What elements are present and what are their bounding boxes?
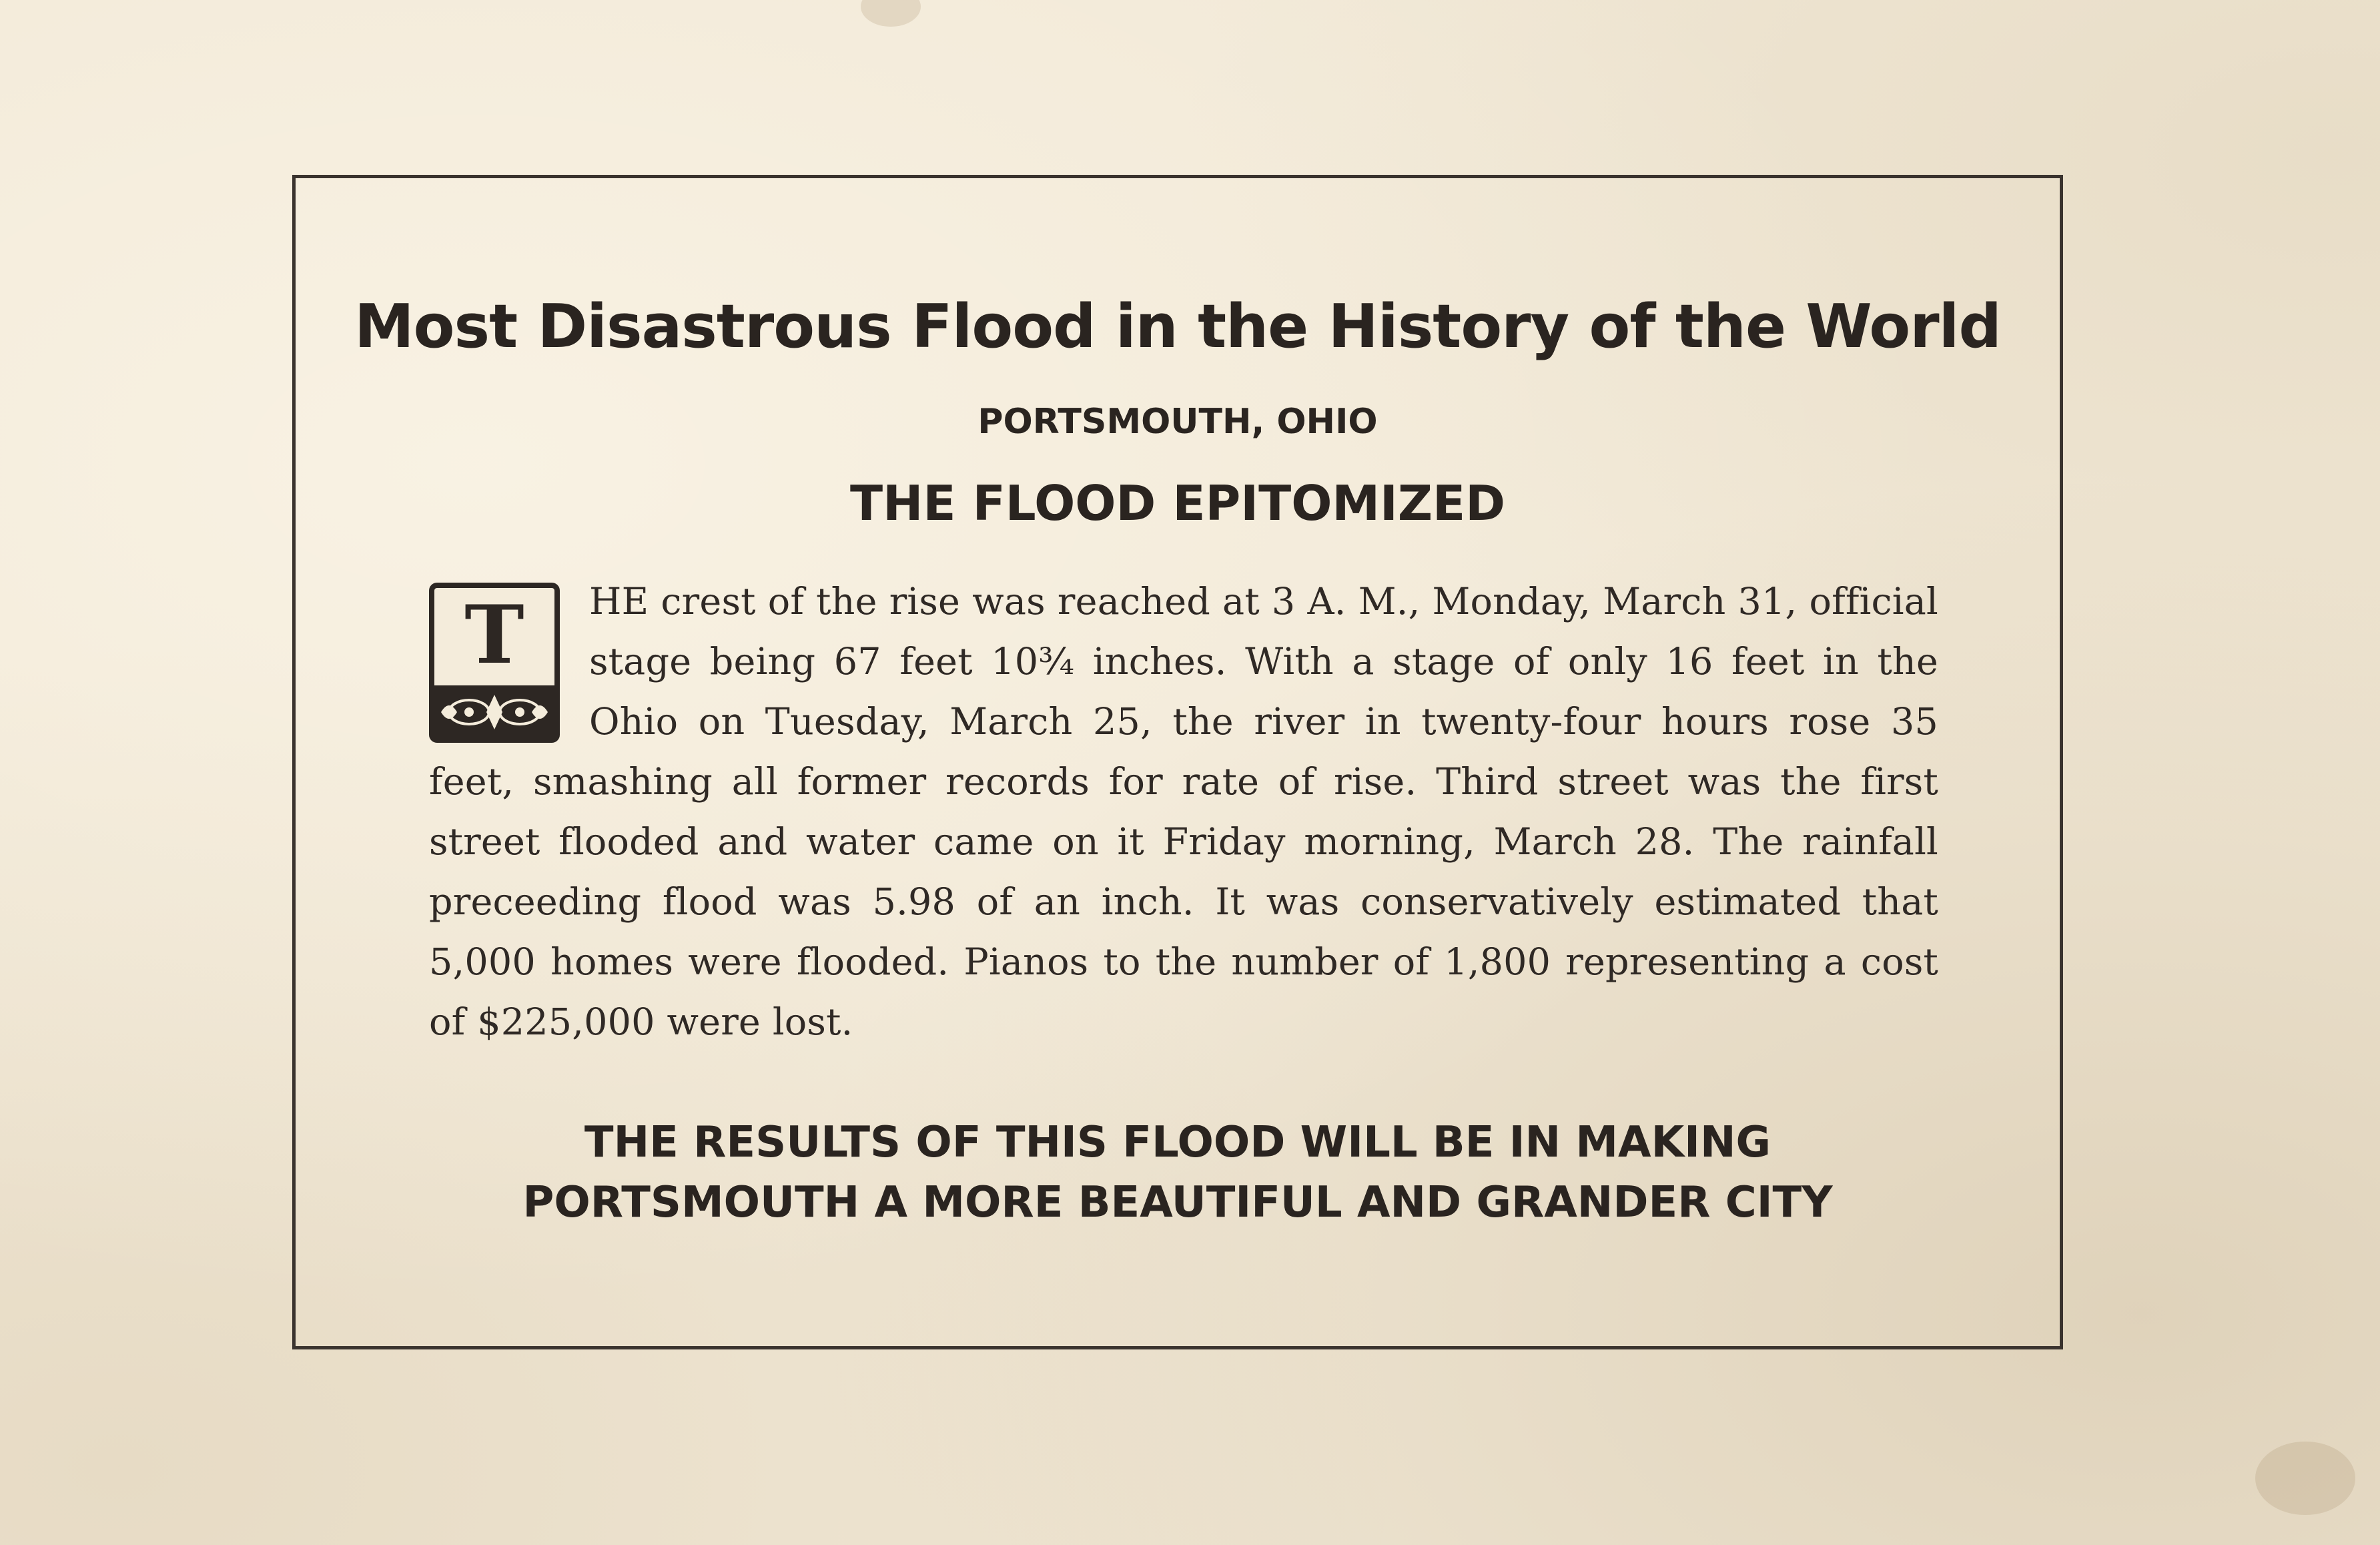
floral-ornament-icon	[434, 685, 554, 737]
closing-statement	[296, 1113, 2060, 1233]
headline: Most Disastrous Flood in the History of the World	[354, 292, 2001, 362]
location-line: PORTSMOUTH, OHIO	[977, 402, 1378, 442]
body-text: HE crest of the rise was reached at 3 A. M., Monday, March 31, official stage being 67 feet 10¾ inches. With a stage of only 16 feet in the Ohio on Tuesday, March 25, the river in twenty-four hours rose 35 feet, smashing all former records for rate of rise. Third street was the first street flooded and water came on it Friday morning, March 28. The rainfall preceeding flood was 5.98 of an inch. It was conservatively estimated that 5,000 homes were flooded. Pianos to the number of 1,800 representing a cost of $225,000 were lost.	[429, 580, 1938, 1044]
closing-line-2: PORTSMOUTH A MORE BEAUTIFUL AND GRANDER CITY	[522, 1178, 1833, 1227]
paper-stain-bottom-right	[2255, 1442, 2355, 1515]
paper-stain-top	[861, 0, 921, 27]
drop-cap-ornament	[429, 583, 560, 743]
closing-line-1: THE RESULTS OF THIS FLOOD WILL BE IN MAKING	[584, 1118, 1771, 1167]
drop-cap-letter: T	[464, 588, 524, 682]
subheadline: THE FLOOD EPITOMIZED	[849, 475, 1506, 531]
body-paragraph	[429, 572, 1938, 1052]
notice-frame	[292, 175, 2063, 1349]
